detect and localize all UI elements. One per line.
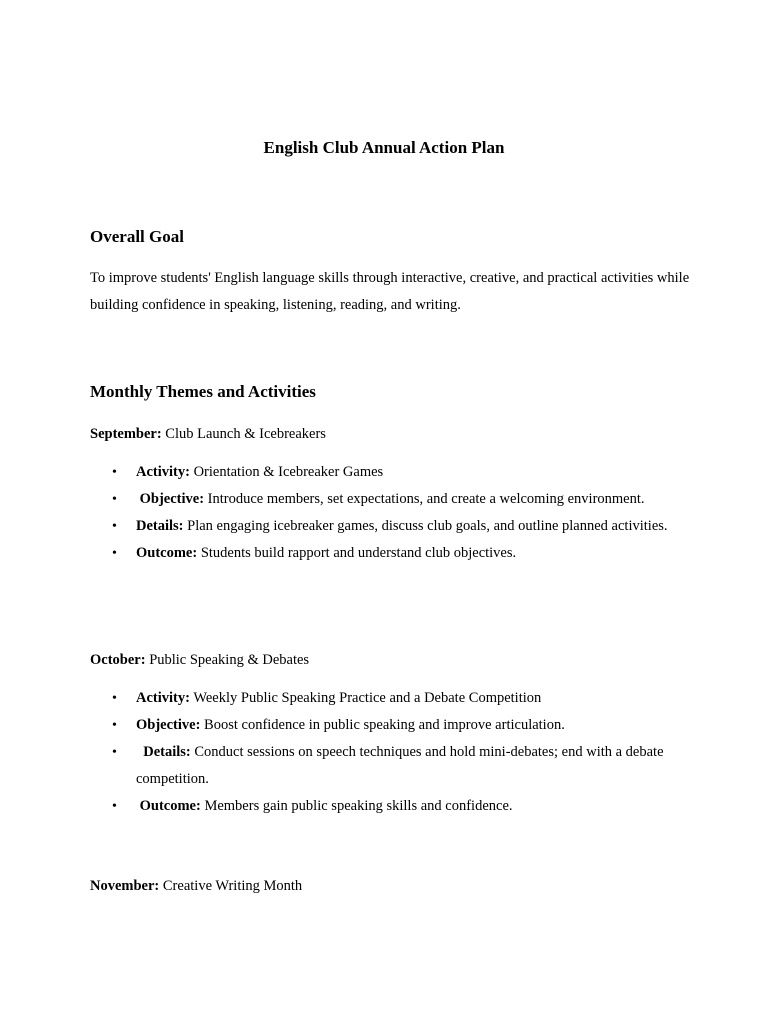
item-text: Introduce members, set expectations, and create a welcoming environment. bbox=[207, 491, 645, 507]
bullet-icon: • bbox=[112, 691, 117, 706]
month-label: October: bbox=[90, 652, 146, 668]
item-text: Plan engaging icebreaker games, discuss club goals, and outline planned activities. bbox=[187, 518, 668, 534]
monthly-themes-heading: Monthly Themes and Activities bbox=[90, 382, 316, 401]
item-label: Details: bbox=[136, 518, 184, 534]
item-label: Objective: bbox=[136, 717, 201, 733]
month-november bbox=[90, 876, 302, 896]
bullet-icon: • bbox=[112, 799, 117, 814]
month-label: November: bbox=[90, 878, 160, 894]
list-item bbox=[90, 685, 670, 712]
month-title: Creative Writing Month bbox=[162, 878, 303, 894]
item-label: Details: bbox=[143, 744, 191, 760]
bullet-icon: • bbox=[112, 519, 117, 534]
bullet-icon: • bbox=[112, 718, 117, 733]
overall-goal-text: To improve students' English language skills through interactive, creative, and practical activities while building confidence in speaking, listening, reading, and writing. bbox=[90, 270, 690, 313]
month-title: Public Speaking & Debates bbox=[149, 652, 310, 668]
month-title: Club Launch & Icebreakers bbox=[165, 426, 326, 442]
month-september bbox=[90, 424, 326, 444]
list-item bbox=[90, 540, 670, 567]
item-text: Conduct sessions on speech techniques and hold mini-debates; end with a debate competition. bbox=[136, 744, 664, 787]
item-text: Orientation & Icebreaker Games bbox=[193, 464, 384, 480]
overall-goal-heading: Overall Goal bbox=[90, 227, 184, 246]
item-label: Outcome: bbox=[136, 545, 198, 561]
list-item bbox=[90, 513, 670, 540]
month-label: September: bbox=[90, 426, 162, 442]
item-text: Members gain public speaking skills and confidence. bbox=[204, 798, 513, 814]
document-title: English Club Annual Action Plan bbox=[263, 138, 505, 157]
month-october bbox=[90, 650, 309, 670]
item-text: Weekly Public Speaking Practice and a Debate Competition bbox=[193, 690, 542, 706]
bullet-icon: • bbox=[112, 546, 117, 561]
list-item bbox=[90, 712, 670, 739]
item-label: Activity: bbox=[136, 464, 190, 480]
list-item bbox=[90, 459, 670, 486]
item-label: Objective: bbox=[139, 491, 205, 507]
item-text: Boost confidence in public speaking and improve articulation. bbox=[204, 717, 565, 733]
item-label: Activity: bbox=[136, 690, 190, 706]
item-text: Students build rapport and understand club objectives. bbox=[200, 545, 517, 561]
list-item bbox=[90, 739, 670, 793]
bullet-icon: • bbox=[112, 492, 117, 507]
october-activity-list bbox=[90, 685, 670, 820]
list-item bbox=[90, 793, 670, 820]
list-item bbox=[90, 486, 670, 513]
bullet-icon: • bbox=[112, 465, 117, 480]
september-activity-list bbox=[90, 459, 670, 567]
item-label: Outcome: bbox=[139, 798, 201, 814]
bullet-icon: • bbox=[112, 745, 117, 760]
